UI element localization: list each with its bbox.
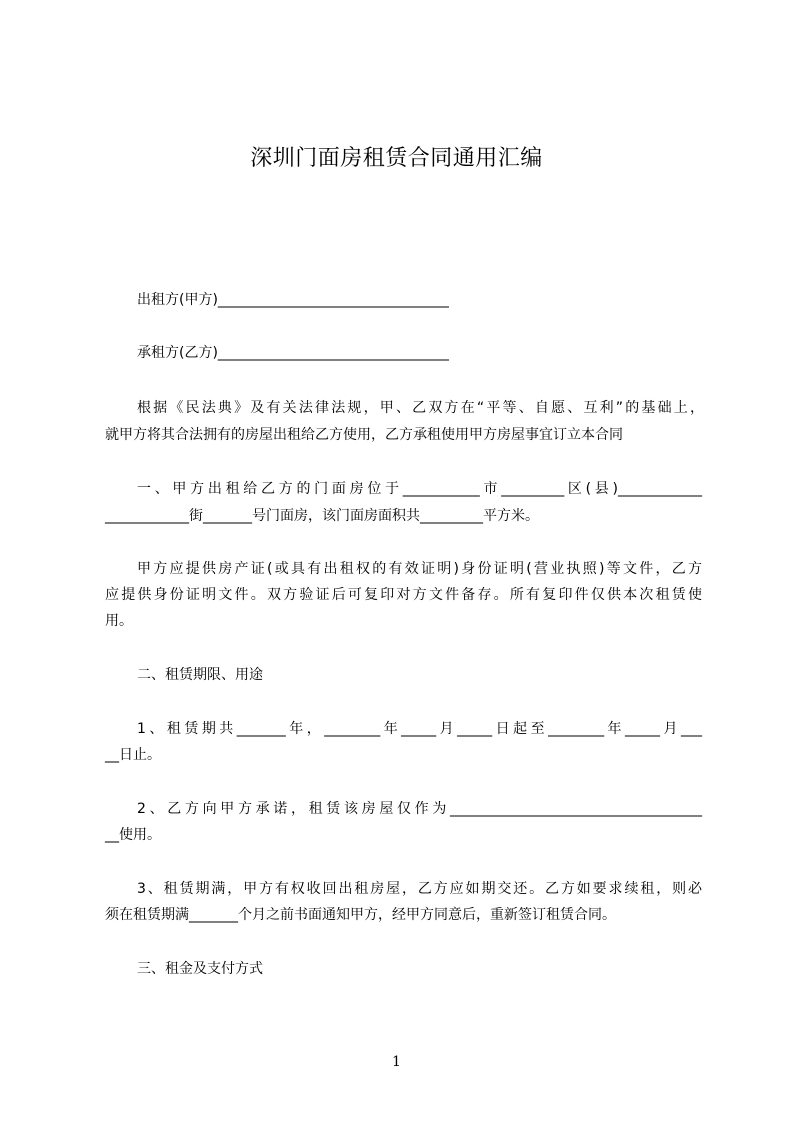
- documents-line-1: 甲方应提供房产证(或具有出租权的有效证明)身份证明(营业执照)等文件，乙方: [137, 561, 702, 577]
- use-line-2: __使用。: [105, 827, 161, 843]
- term-line-2: __日止。: [105, 747, 161, 763]
- renew-line-2: 须在租赁期满_______个月之前书面通知甲方，经甲方同意后，重新签订租赁合同。: [105, 907, 616, 923]
- term-line-1: 1、租赁期共_______年，________年_____月_____日起至________年_____月___: [137, 721, 702, 737]
- documents-line-3: 用。: [105, 613, 133, 629]
- preamble-line-1: 根据《民法典》及有关法律法规，甲、乙双方在“平等、自愿、互利”的基础上，: [137, 400, 704, 416]
- page-number: 1: [392, 1054, 401, 1070]
- use-line-1: 2、乙方向甲方承诺，租赁该房屋仅作为____________________________________: [137, 801, 702, 817]
- renew-line-1: 3、租赁期满，甲方有权收回出租房屋，乙方应如期交还。乙方如要求续租，则必: [137, 881, 702, 897]
- party-a-line: 出租方(甲方)_________________________________: [137, 292, 449, 308]
- documents-line-2: 应提供身份证明文件。双方验证后可复印对方文件备存。所有复印件仅供本次租赁使: [105, 587, 702, 603]
- document-title: 深圳门面房租赁合同通用汇编: [250, 146, 543, 171]
- section-3-heading: 三、租金及支付方式: [137, 961, 263, 977]
- clause1-line-1: 一、甲方出租给乙方的门面房位于___________市_________区(县)____________: [137, 481, 702, 497]
- clause1-line-2: ____________街_______号门面房，该门面房面积共_________平方米。: [105, 508, 539, 524]
- preamble-line-2: 就甲方将其合法拥有的房屋出租给乙方使用，乙方承租使用甲方房屋事宜订立本合同: [105, 427, 623, 443]
- section-2-heading: 二、租赁期限、用途: [137, 667, 263, 683]
- party-b-line: 承租方(乙方)_________________________________: [137, 345, 449, 361]
